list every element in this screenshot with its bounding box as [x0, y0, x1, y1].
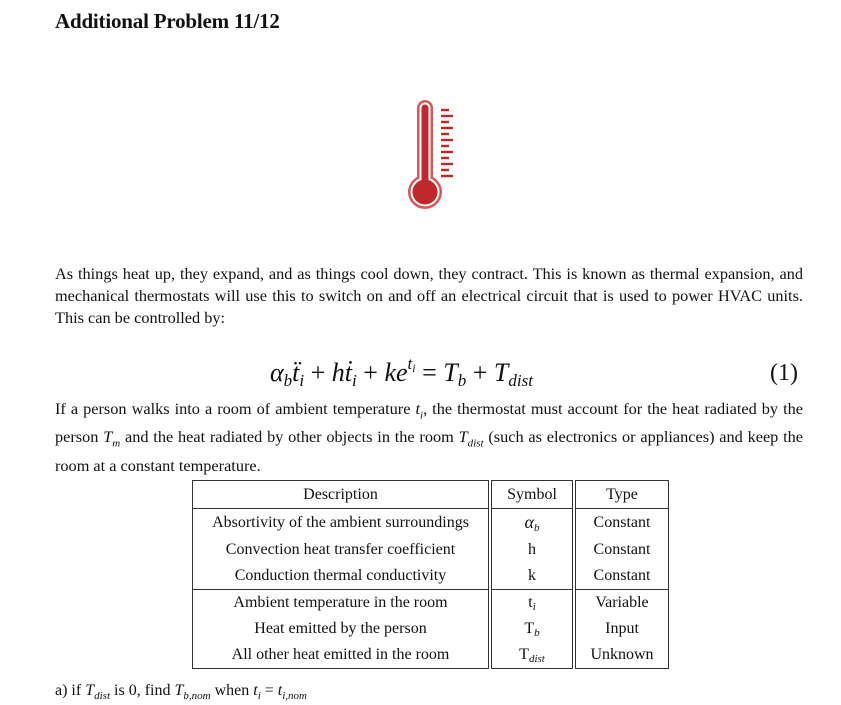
equation-expression: $\alpha_bẗ_i$ + hṫ$_i$ + $ke^{t_i} = T_b + T_{dist}$: [270, 354, 533, 390]
cell-description: Convection heat transfer coefficient: [225, 541, 456, 558]
cell-description: All other heat emitted in the room: [231, 646, 450, 663]
cell-type: Variable: [574, 590, 669, 617]
table-row: [193, 537, 669, 563]
equation-number: (1): [770, 360, 798, 386]
table-row: [193, 590, 669, 617]
table-row: [193, 616, 669, 642]
table-row: [193, 509, 669, 538]
thermometer-icon: [405, 96, 461, 214]
intro-paragraph: As things heat up, they expand, and as things cool down, they contract. This is known as thermal expansion, and mechanical thermostats will use this to switch on and off an electrical circuit that is used to power HVAC units. This can be controlled by:: [55, 264, 803, 327]
header-type: Type: [574, 481, 669, 509]
cell-description: Heat emitted by the person: [254, 620, 427, 637]
cell-symbol: $T_{dist}$: [490, 642, 574, 669]
cell-type: Constant: [574, 537, 669, 563]
cell-symbol: $t_i$: [490, 590, 574, 617]
page-title: Additional Problem 11/12: [55, 9, 280, 33]
equation-1: [0, 354, 841, 392]
cell-description: Ambient temperature in the room: [193, 590, 491, 617]
cell-type: Constant: [574, 563, 669, 590]
header-description: Description: [193, 481, 491, 509]
cell-description: Absortivity of the ambient surroundings: [212, 514, 469, 531]
cell-type: Input: [574, 616, 669, 642]
cell-symbol: k: [490, 563, 574, 590]
context-paragraph: If a person walks into a room of ambient temperature $t_i$, the thermostat must account for the heat radiated by the person $T_m$ and the heat radiated by other objects in the room $T_{dist}$ (such as electronics or appliances) and keep the room at a constant temperature.: [55, 399, 803, 475]
cell-type: Constant: [574, 509, 669, 538]
question-a: a) if $T_{dist}$ is 0, find $T_{b,nom}$ when $t_i = t_{i,nom}$: [55, 682, 307, 702]
table-header-row: [193, 481, 669, 509]
variables-table: [192, 480, 669, 669]
cell-description: Conduction thermal conductivity: [234, 567, 447, 584]
header-symbol: Symbol: [490, 481, 574, 509]
table-row: [193, 563, 669, 590]
table-row: [193, 642, 669, 669]
cell-symbol: $\alpha_b$: [490, 509, 574, 538]
cell-type: Unknown: [574, 642, 669, 669]
cell-symbol: $T_b$: [490, 616, 574, 642]
cell-symbol: h: [490, 537, 574, 563]
